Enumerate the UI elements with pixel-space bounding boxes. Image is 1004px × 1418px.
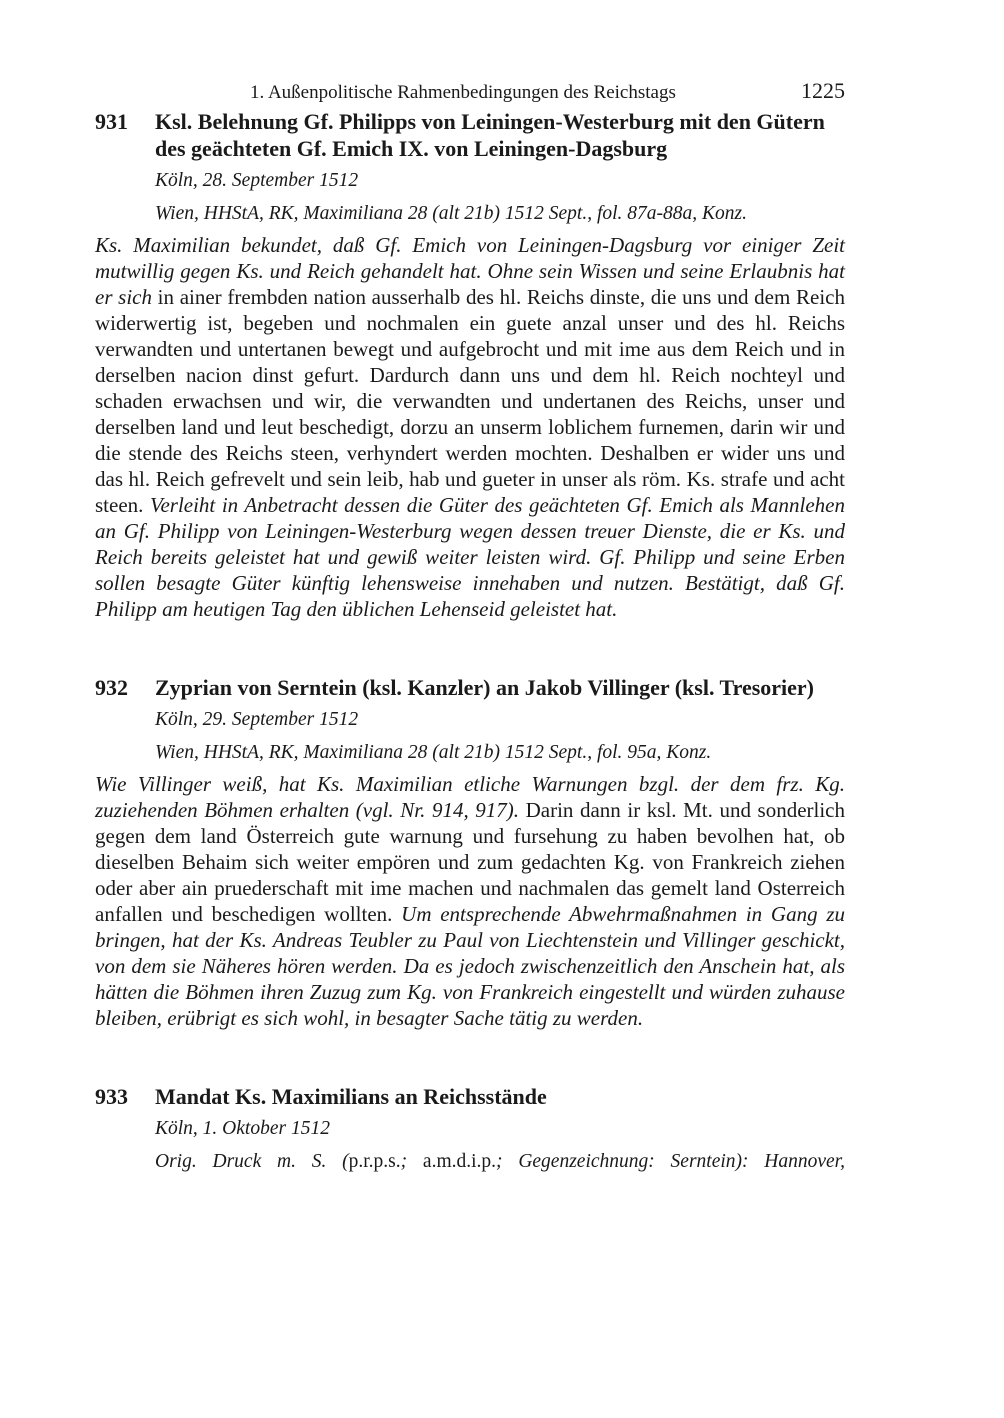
entry-source — [155, 1147, 845, 1176]
running-title: 1. Außenpolitische Rahmenbedingungen des Reichstags — [250, 82, 676, 103]
entry-number: 933 — [95, 1084, 128, 1109]
entry-source: Wien, HHStA, RK, Maximiliana 28 (alt 21b) 1512 Sept., fol. 95a, Konz. — [155, 742, 712, 763]
regest-summary: Ks. Maximilian bekundet, daß Gf. Emich von Leiningen-Dagsburg vor einiger Zeit mutwillig gegen Ks. und Reich gehandelt hat. Ohne sein Wissen und seine Erlaubnis hat er sich — [95, 233, 845, 309]
entry-source: Wien, HHStA, RK, Maximiliana 28 (alt 21b) 1512 Sept., fol. 87a-88a, Konz. — [155, 203, 747, 224]
source-quotation: in ainer frembden nation ausserhalb des hl. Reichs dinste, die uns und dem Reich widerwertig ist, begeben und nochmalen ein guete anzal unser und des hl. Reichs verwandten und untertanen bewegt und aufgebrocht und mit ime aus dem Reich und in derselben nacion dinst gefurt. Dardurch dann uns und dem hl. Reich nochteyl und schaden erwachsen und wir, die verwandten und undertanen des Reichs, unser und derselben land und leut beschedigt, dorzu an unserm loblichem furnemen, darin wir und die stende des Reichs steen, verhyndert werden mochten. Deshalben er wider uns und das hl. Reich gefrevelt und sein leib, hab und gueter in unser als röm. Ks. strafe und acht steen. — [95, 285, 845, 517]
document-page — [95, 74, 845, 1228]
source-part: p.r.p.s. — [348, 1151, 401, 1172]
entry-heading — [95, 674, 845, 701]
entry-title: Ksl. Belehnung Gf. Philipps von Leiningen-Westerburg mit den Gütern des geächteten Gf. Emich IX. von Leiningen-Dagsburg — [155, 109, 825, 161]
entry-title: Mandat Ks. Maximilians an Reichsstände — [155, 1084, 547, 1109]
entry-place-date: Köln, 1. Oktober 1512 — [155, 1118, 330, 1139]
entry-place-date: Köln, 28. September 1512 — [155, 170, 359, 191]
entry-933 — [95, 1083, 845, 1176]
entry-place-date: Köln, 29. September 1512 — [155, 709, 359, 730]
entry-931 — [95, 108, 845, 622]
entry-heading — [95, 108, 845, 162]
source-part: ; — [400, 1151, 423, 1172]
page-number: 1225 — [801, 78, 845, 103]
entry-number: 931 — [95, 109, 128, 134]
entry-heading — [95, 1083, 845, 1110]
regest-summary: Wie Villinger weiß, hat Ks. Maximilian etliche Warnungen bzgl. der dem frz. Kg. zuziehenden Böhmen erhalten (vgl. Nr. 914, 917). — [95, 772, 845, 822]
entry-body — [95, 771, 845, 1031]
source-part: a.m.d.i.p. — [422, 1151, 497, 1172]
regest-summary: Verleiht in Anbetracht dessen die Güter des geächteten Gf. Emich als Mannlehen an Gf. Philipp von Leiningen-Westerburg wegen dessen treuer Dienste, die er Ks. und Reich bereits geleistet hat und gewiß weiter leisten wird. Gf. Philipp und seine Erben sollen besagte Güter künftig lehensweise innehaben und nutzen. Bestätigt, daß Gf. Philipp am heutigen Tag den üblichen Lehenseid geleistet hat. — [95, 493, 845, 621]
entry-number: 932 — [95, 675, 128, 700]
regest-summary: Um entsprechende Abwehrmaßnahmen in Gang zu bringen, hat der Ks. Andreas Teubler zu Paul von Liechtenstein und Villinger geschickt, von dem sie Näheres hören werden. Da es jedoch zwischenzeitlich den Anschein hat, als hätten die Böhmen ihren Zuzug zum Kg. von Frankreich eingestellt und würden zuhause bleiben, erübrigt es sich wohl, in besagter Sache tätig zu werden. — [95, 902, 846, 1030]
entry-932 — [95, 674, 845, 1031]
source-part: ; Gegenzeichnung: Serntein): Hannover, — [496, 1151, 845, 1172]
running-header — [95, 74, 845, 108]
source-quotation: Darin dann ir ksl. Mt. und sonderlich gegen dem land Österreich gute warnung und fursehung zu haben bevolhen hat, ob dieselben Behaim sich weiter empören und zum gedachten Kg. von Frankreich ziehen oder aber ain pruederschaft mit ime machen und nachmalen das gemelt land Osterreich anfallen und beschedigen wollten. — [95, 798, 845, 926]
entry-body — [95, 232, 845, 622]
source-part: Orig. Druck m. S. ( — [155, 1151, 349, 1172]
entry-title: Zyprian von Serntein (ksl. Kanzler) an Jakob Villinger (ksl. Tresorier) — [155, 675, 815, 700]
